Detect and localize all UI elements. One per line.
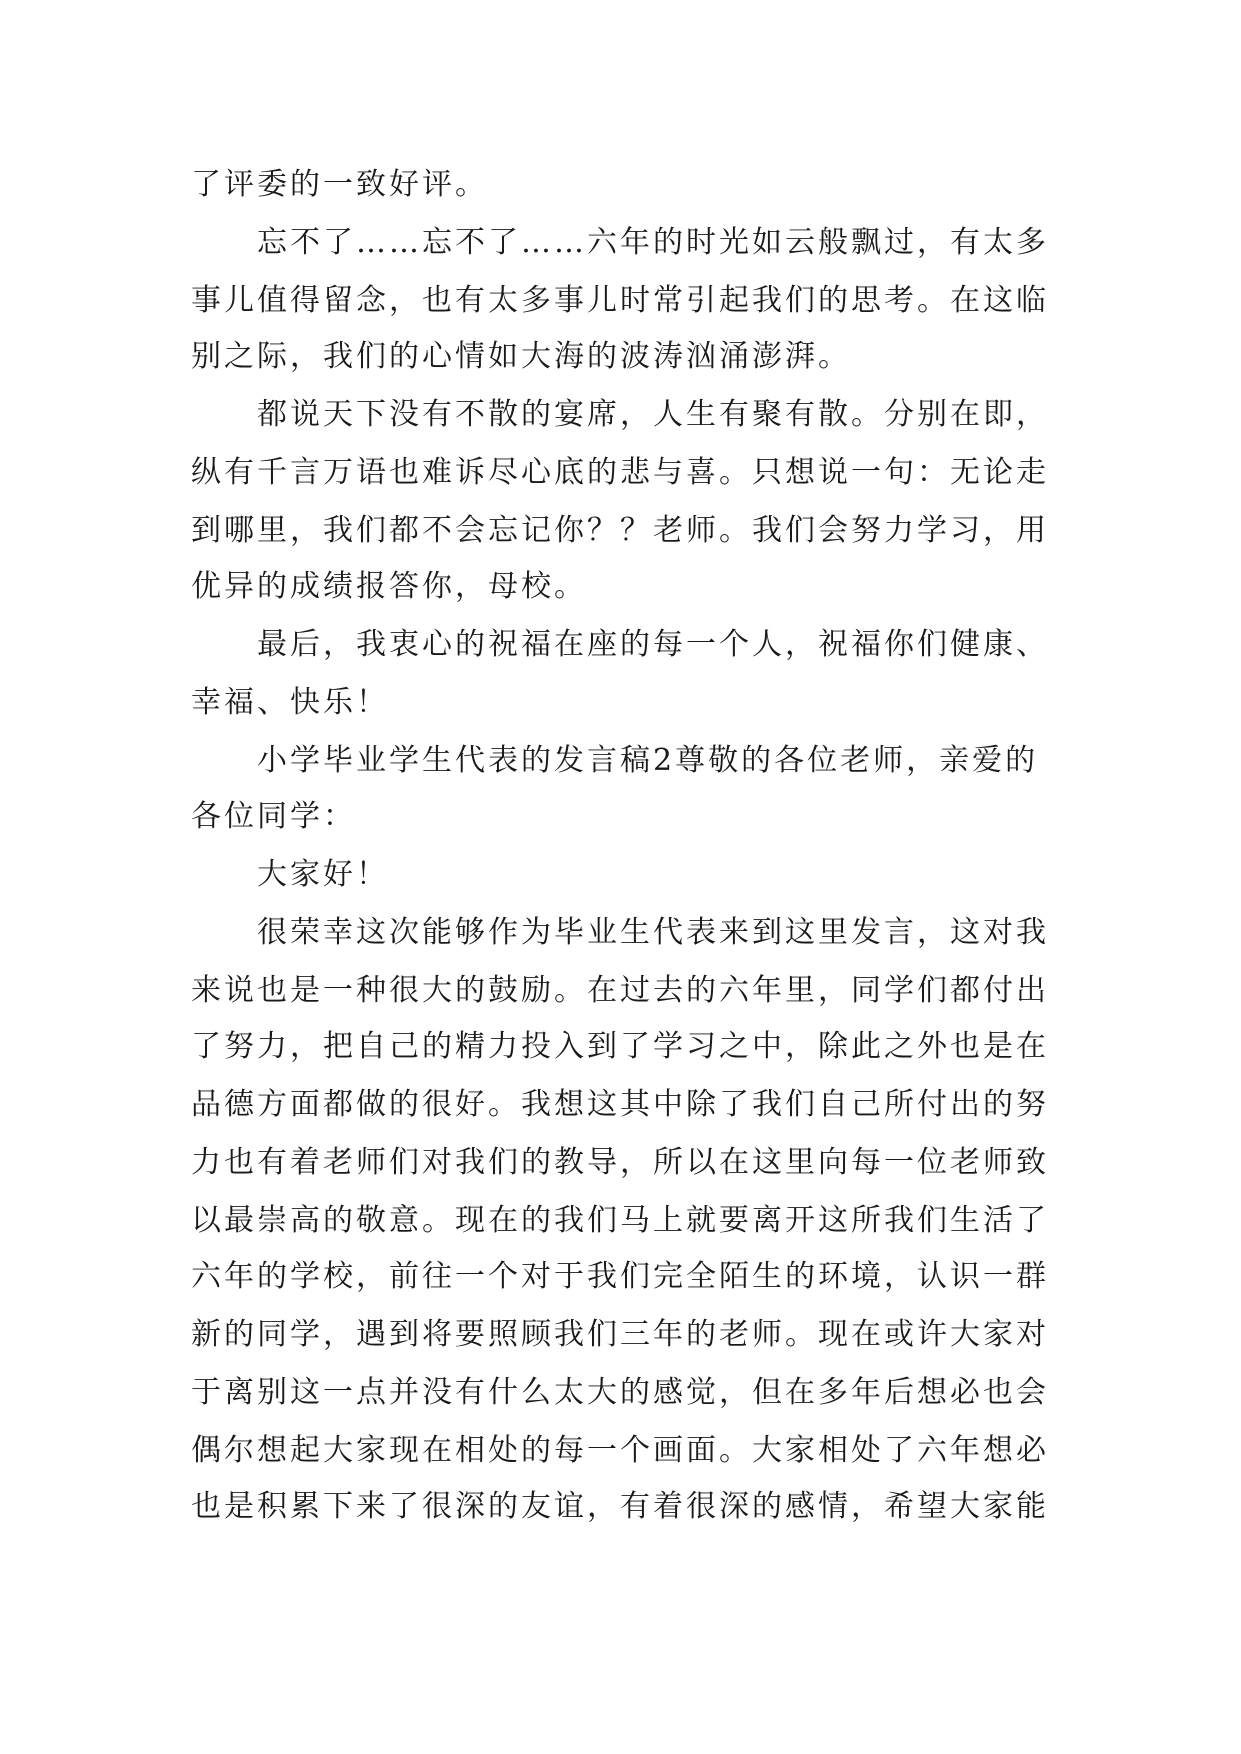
text-line: 品德方面都做的很好。我想这其中除了我们自己所付出的努 xyxy=(191,1087,1049,1122)
text-line: 也是积累下来了很深的友谊，有着很深的感情，希望大家能 xyxy=(191,1489,1049,1524)
paragraph-start-line: 忘不了……忘不了……六年的时光如云般飘过，有太多 xyxy=(257,225,1049,260)
text-line: 力也有着老师们对我们的教导，所以在这里向每一位老师致 xyxy=(191,1145,1049,1180)
text-line: 幸福、快乐！ xyxy=(191,685,389,720)
greeting-line: 大家好！ xyxy=(257,857,389,892)
text-line: 六年的学校，前往一个对于我们完全陌生的环境，认识一群 xyxy=(191,1259,1049,1294)
text-line: 偶尔想起大家现在相处的每一个画面。大家相处了六年想必 xyxy=(191,1433,1049,1468)
text-line: 事儿值得留念，也有太多事儿时常引起我们的思考。在这临 xyxy=(191,283,1049,318)
text-line: 别之际，我们的心情如大海的波涛汹涌澎湃。 xyxy=(191,339,851,374)
text-line: 优异的成绩报答你，母校。 xyxy=(191,569,587,604)
text-line: 新的同学，遇到将要照顾我们三年的老师。现在或许大家对 xyxy=(191,1317,1049,1352)
text-line: 来说也是一种很大的鼓励。在过去的六年里，同学们都付出 xyxy=(191,973,1049,1008)
text-line: 了评委的一致好评。 xyxy=(191,167,488,202)
paragraph-start-line: 最后，我衷心的祝福在座的每一个人，祝福你们健康、 xyxy=(257,627,1049,662)
text-line: 于离别这一点并没有什么太大的感觉，但在多年后想必也会 xyxy=(191,1375,1049,1410)
paragraph-start-line: 很荣幸这次能够作为毕业生代表来到这里发言，这对我 xyxy=(257,915,1049,950)
text-line: 纵有千言万语也难诉尽心底的悲与喜。只想说一句：无论走 xyxy=(191,455,1049,490)
paragraph-start-line: 都说天下没有不散的宴席，人生有聚有散。分别在即， xyxy=(257,397,1049,432)
text-line: 了努力，把自己的精力投入到了学习之中，除此之外也是在 xyxy=(191,1029,1049,1064)
paragraph-start-line: 小学毕业学生代表的发言稿2尊敬的各位老师，亲爱的 xyxy=(257,743,1039,778)
text-line: 各位同学： xyxy=(191,799,356,834)
text-line: 到哪里，我们都不会忘记你？？老师。我们会努力学习，用 xyxy=(191,513,1049,548)
text-line: 以最崇高的敬意。现在的我们马上就要离开这所我们生活了 xyxy=(191,1203,1049,1238)
